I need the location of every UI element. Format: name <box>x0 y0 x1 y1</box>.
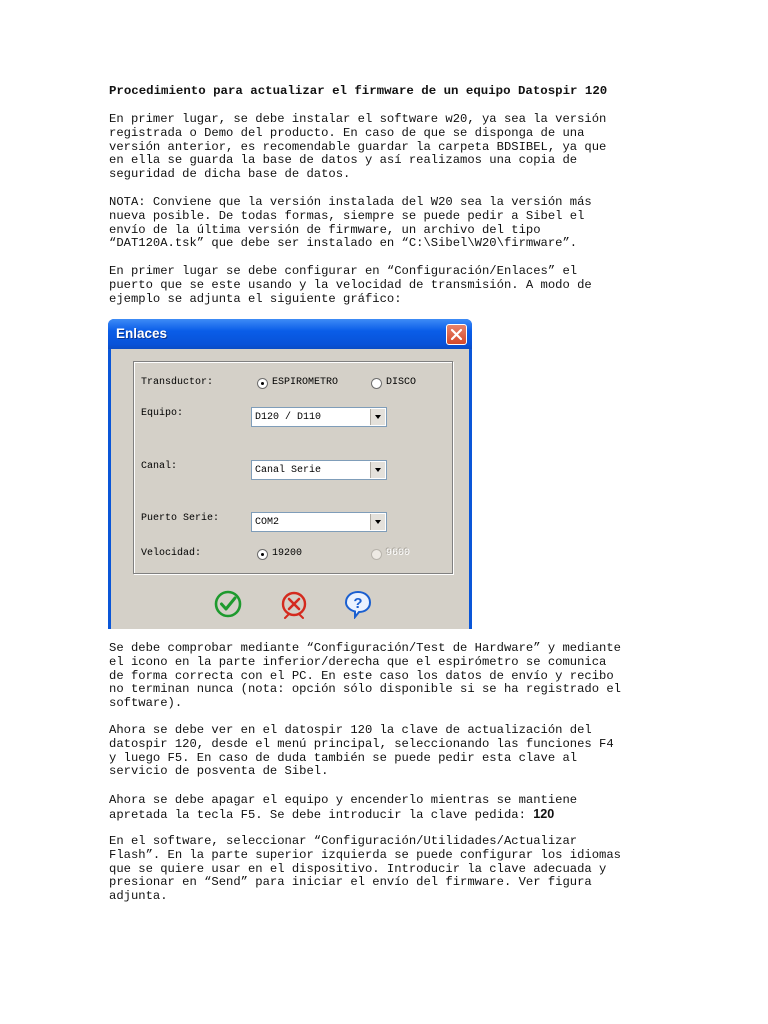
puerto-serie-select[interactable] <box>251 512 387 532</box>
ok-button[interactable] <box>213 589 243 619</box>
paragraph-intro: En primer lugar, se debe instalar el software w20, ya sea la versión registrada o Demo del producto. En caso de que se disponga de una versión anterior, es recomendable guardar la carpeta BDSIBEL, ya que en ella se guarda la base de datos y así realizamos una copia de seguridad de dicha base de datos. <box>109 112 607 182</box>
equipo-select[interactable] <box>251 407 387 427</box>
radio-disco-label: DISCO <box>386 377 417 388</box>
help-button[interactable] <box>343 589 373 619</box>
enlaces-dialog <box>108 319 472 629</box>
check-icon <box>213 589 243 619</box>
document-title: Procedimiento para actualizar el firmware de un equipo Datospir 120 <box>109 84 608 98</box>
paragraph-clave: Ahora se debe ver en el datospir 120 la clave de actualización del datospir 120, desde el menú principal, seleccionando las funciones F4 y luego F5. En caso de duda también se puede pedir esta clave al servicio de posventa de Sibel. <box>109 723 614 779</box>
radio-disco[interactable] <box>371 378 382 389</box>
paragraph-configurar: En primer lugar se debe configurar en “Configuración/Enlaces” el puerto que se este usando y la velocidad de transmisión. A modo de ejemplo se adjunta el siguiente gráfico: <box>109 264 592 306</box>
help-icon <box>343 589 373 619</box>
radio-espirometro-label: ESPIROMETRO <box>272 377 339 388</box>
settings-group <box>133 361 453 574</box>
radio-9600-label: 9600 <box>386 548 411 559</box>
chevron-down-icon[interactable] <box>370 462 385 478</box>
radio-espirometro[interactable] <box>257 378 268 389</box>
paragraph-apagar <box>109 794 669 823</box>
svg-text:?: ? <box>353 595 363 612</box>
radio-9600 <box>371 549 382 560</box>
canal-label: Canal: <box>141 461 178 472</box>
paragraph-software: En el software, seleccionar “Configuración/Utilidades/Actualizar Flash”. En la parte superior izquierda se puede configurar los idiomas que se quiere usar en el dispositivo. Introducir la clave adecuada y presionar en “Send” para iniciar el envío del firmware. Ver figura adjunta. <box>109 834 621 904</box>
dialog-body <box>111 349 469 629</box>
cancel-icon <box>279 589 309 619</box>
radio-19200[interactable] <box>257 549 268 560</box>
radio-19200-label: 19200 <box>272 548 303 559</box>
close-icon <box>447 325 466 344</box>
close-button[interactable] <box>446 324 467 345</box>
canal-select-value: Canal Serie <box>255 465 322 476</box>
paragraph-apagar-text: Ahora se debe apagar el equipo y encenderlo mientras se mantiene apretada la tecla F5. Se debe introducir la clave pedida: <box>109 793 578 822</box>
equipo-label: Equipo: <box>141 408 184 419</box>
chevron-down-icon[interactable] <box>370 409 385 425</box>
canal-select[interactable] <box>251 460 387 480</box>
clave-value: 120 <box>533 806 555 821</box>
dialog-title: Enlaces <box>116 326 168 341</box>
dialog-titlebar[interactable] <box>108 319 472 349</box>
transductor-label: Transductor: <box>141 377 214 388</box>
velocidad-label: Velocidad: <box>141 548 202 559</box>
cancel-button[interactable] <box>279 589 309 619</box>
puerto-serie-label: Puerto Serie: <box>141 513 220 524</box>
paragraph-test-hardware: Se debe comprobar mediante “Configuración/Test de Hardware” y mediante el icono en la parte inferior/derecha que el espirómetro se comunica de forma correcta con el PC. En este caso los datos de envío y recibo no terminan nunca (nota: opción sólo disponible si se ha registrado el software). <box>109 641 621 711</box>
equipo-select-value: D120 / D110 <box>255 412 322 423</box>
chevron-down-icon[interactable] <box>370 514 385 530</box>
puerto-serie-select-value: COM2 <box>255 517 280 528</box>
paragraph-nota: NOTA: Conviene que la versión instalada del W20 sea la versión más nueva posible. De todas formas, siempre se puede pedir a Sibel el envío de la última versión de firmware, un archivo del tipo “DAT120A.tsk” que debe ser instalado en “C:\Sibel\W20\firmware”. <box>109 195 592 251</box>
